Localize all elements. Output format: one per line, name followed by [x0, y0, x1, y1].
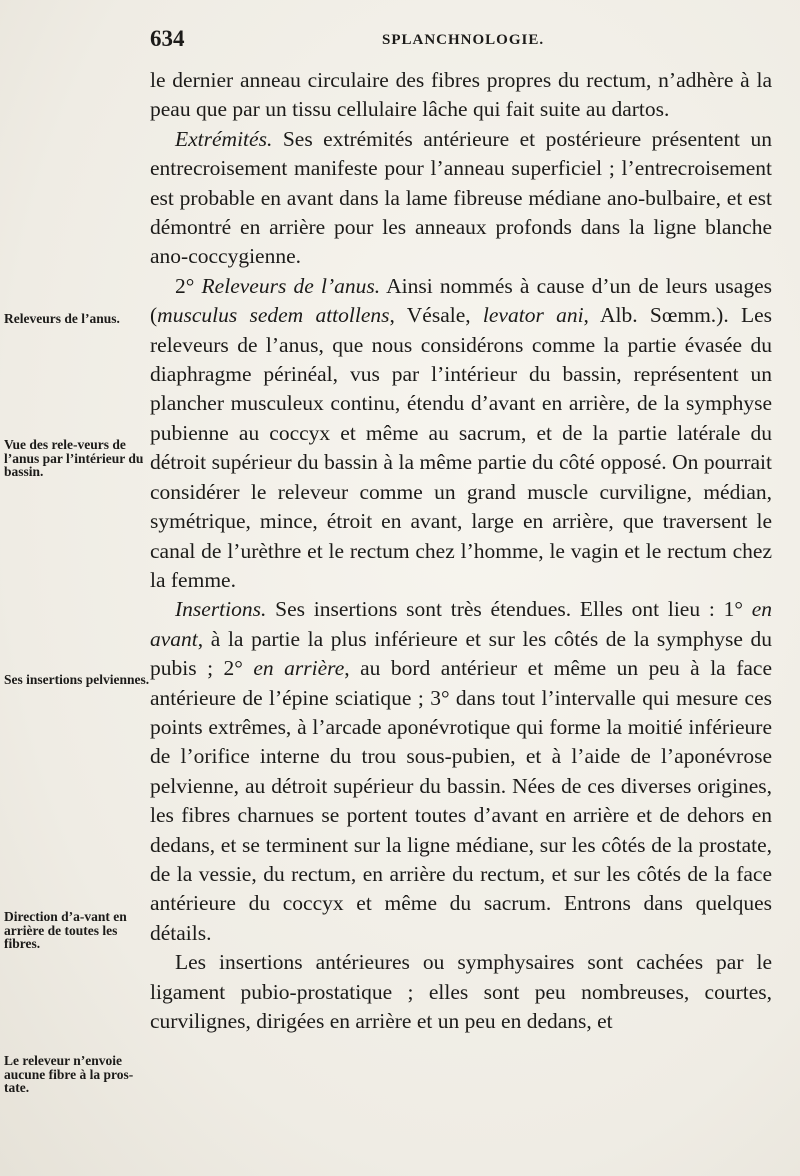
term-en-arriere: en arrière	[253, 656, 345, 681]
paragraph-insertions-text-b: , à la partie la plus inférieure et sur les côtés de la symphyse du pubis ; 2°	[150, 626, 772, 681]
paragraph-releveurs-text-a: Ainsi nommés à cause d’un de leurs usages (	[150, 273, 772, 328]
page-header	[150, 26, 770, 56]
paragraph-insertions-text-a: Ses insertions sont très étendues. Elles ont lieu : 1°	[266, 597, 752, 622]
margin-note-direction: Direction d’a-vant en arrière de toutes les fibres.	[4, 909, 127, 951]
paragraph-insertions-anterieures	[150, 948, 772, 1036]
levator-ani: levator ani	[482, 303, 584, 328]
paragraph-1-text: le dernier anneau circulaire des fibres propres du rectum, n’adhère à la peau que par un tissu cellulaire lâche qui fait suite au dartos.	[150, 68, 772, 122]
page-number: 634	[150, 26, 185, 51]
heading-extremites: Extrémités.	[175, 126, 273, 151]
paragraph-extremites-text: Ses extrémités antérieure et postérieure présentent un entrecroisement manifeste pour l’anneau superficiel ; l’entrecroisement est probable en avant dans la lame fibreuse médiane ano-bulbaire, et est démontré en arrière pour les anneaux profonds dans la ligne blanche ano-coccygienne.	[150, 126, 772, 269]
margin-note-releveurs: Releveurs de l’anus.	[4, 311, 120, 326]
paragraph-1	[150, 66, 772, 125]
paragraph-insertions-text-c: , au bord antérieur et même un peu à la face antérieure de l’épine sciatique ; 3° dans tout l’intervalle qui mesure ces points extrêmes, à l’arcade aponévrotique qui forme la moitié inférieure de l’orifice interne du trou sous-pubien, et à l’aide de l’aponévrose pelvienne, au détroit supérieur du bassin. Nées de ces diverses origines, les fibres charnues se portent toutes d’avant en arrière et de dehors en dedans, et se terminent sur la ligne médiane, sur les côtés de la prostate, de la vessie, du rectum, en arrière du rectum, et sur les côtés de la face antérieure du coccyx et même du sacrum. Entrons dans quelques détails.	[150, 656, 772, 945]
section-number: 2°	[175, 273, 202, 298]
paragraph-releveurs-text-c: , Alb. Sœmm.). Les releveurs de l’anus, que nous considérons comme la partie évasée du diaphragme périnéal, vus par l’intérieur du bassin, représentent un plancher musculeux continu, étendu d’avant en arrière, de la symphyse pubienne au coccyx et même au sacrum, et de la partie latérale du détroit supérieur du bassin à la même partie du côté opposé. On pourrait considérer le releveur comme un grand muscle curviligne, médian, symétrique, mince, étroit en avant, large en arrière, que traversent le canal de l’urèthre et le rectum chez l’homme, le vagin et le rectum chez la femme.	[150, 303, 773, 592]
paragraph-extremites	[150, 125, 772, 272]
margin-notes	[0, 0, 150, 1176]
paragraph-insertions	[150, 595, 772, 948]
paragraph-5-text: Les insertions antérieures ou symphysaires sont cachées par le ligament pubio-prostatique ; elles sont peu nombreuses, courtes, curvilignes, dirigées en arrière et un peu en dedans, et	[150, 950, 772, 1033]
paragraph-releveurs	[150, 272, 772, 595]
heading-releveurs: Releveurs de l’anus.	[201, 273, 381, 298]
margin-note-prostate: Le releveur n’envoie aucune fibre à la pros-tate.	[4, 1053, 134, 1095]
body-text	[150, 66, 772, 1036]
heading-insertions: Insertions.	[175, 597, 267, 622]
paragraph-releveurs-text-b: , Vésale,	[389, 303, 483, 328]
running-head: SPLANCHNOLOGIE.	[382, 32, 545, 48]
latin-name: musculus sedem attollens	[157, 303, 390, 328]
margin-note-insertions: Ses insertions pelviennes.	[4, 672, 150, 687]
term-en-avant: en avant	[150, 597, 772, 651]
margin-note-vue-interieur: Vue des rele-veurs de l’anus par l’intérieur du bassin.	[4, 437, 144, 479]
